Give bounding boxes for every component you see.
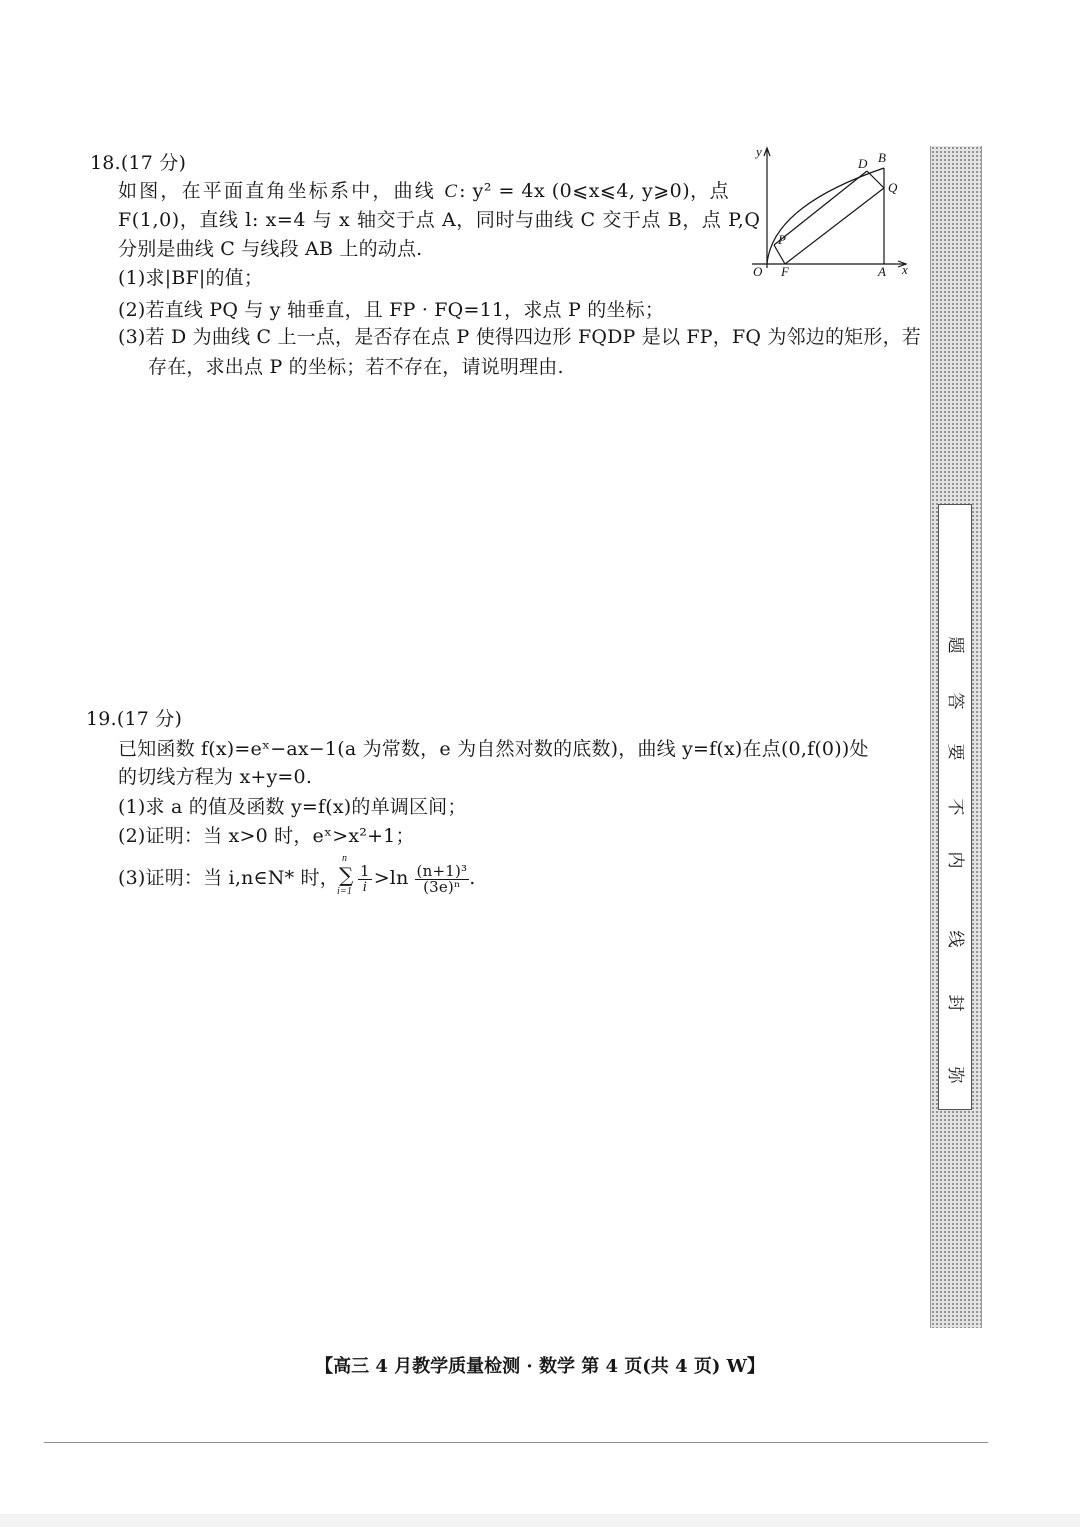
seal-char: 封 bbox=[945, 994, 965, 1012]
q19-number: 19. bbox=[86, 708, 117, 730]
segment-pd bbox=[774, 171, 867, 245]
q18-number: 18. bbox=[90, 152, 121, 174]
ln-frac-num: (n+1)³ bbox=[416, 861, 468, 880]
q19-heading bbox=[86, 706, 182, 732]
relation: >ln bbox=[373, 867, 409, 889]
q19-part1: (1)求 a 的值及函数 y=f(x)的单调区间； bbox=[118, 796, 467, 818]
q18-stem-line2: F(1,0)，直线 l: x=4 与 x 轴交于点 A，同时与曲线 C 交于点 B，点 P,Q bbox=[118, 209, 761, 231]
label-d: D bbox=[858, 156, 868, 171]
q18-curve-eq: : y² = 4x (0⩽x⩽4, y⩾0)，点 bbox=[459, 180, 730, 202]
sigma-icon: ∑ bbox=[338, 863, 354, 887]
curve-c bbox=[767, 168, 884, 264]
seal-char: 弥 bbox=[945, 1066, 965, 1084]
q19-stem-line1: 已知函数 f(x)=eˣ−ax−1(a 为常数，e 为自然对数的底数)，曲线 y=f(x)在点(0,f(0))处 bbox=[118, 738, 869, 760]
sum-term bbox=[358, 861, 372, 895]
seal-char: 线 bbox=[945, 930, 965, 948]
label-y: y bbox=[756, 144, 762, 159]
q18-part3-line1: (3)若 D 为曲线 C 上一点，是否存在点 P 使得四边形 FQDP 是以 FP，FQ 为邻边的矩形，若 bbox=[118, 326, 921, 348]
label-a: A bbox=[878, 264, 886, 279]
label-x: x bbox=[902, 262, 908, 277]
q19-points: (17 分) bbox=[116, 708, 183, 730]
segment-dq bbox=[867, 171, 884, 188]
q19-part3-prefix: (3)证明：当 i,n∈N* 时， bbox=[118, 867, 339, 889]
sum-lower: i=1 bbox=[336, 886, 353, 897]
segment-fp bbox=[774, 245, 785, 264]
label-b: B bbox=[878, 150, 886, 165]
ln-frac-den: (3e)ⁿ bbox=[423, 877, 461, 896]
q19-part2: (2)证明：当 x>0 时，eˣ>x²+1； bbox=[118, 825, 415, 847]
seal-strip bbox=[930, 146, 980, 1328]
label-f: F bbox=[781, 264, 789, 279]
q19-stem-line2: 的切线方程为 x+y=0. bbox=[118, 766, 313, 788]
q19-part3 bbox=[118, 853, 476, 898]
seal-char: 题 bbox=[945, 636, 965, 654]
label-p: P bbox=[778, 232, 786, 247]
label-o: O bbox=[753, 264, 763, 279]
seal-char: 要 bbox=[945, 743, 965, 761]
q18-figure bbox=[740, 140, 920, 285]
q18-part3-line2: 存在，求出点 P 的坐标；若不存在，请说明理由. bbox=[148, 356, 564, 378]
bottom-divider bbox=[44, 1442, 988, 1443]
sum-term-num: 1 bbox=[359, 861, 370, 880]
q18-heading bbox=[90, 150, 186, 176]
q18-stem-line3: 分别是曲线 C 与线段 AB 上的动点. bbox=[118, 238, 423, 260]
q18-curve-name: C bbox=[444, 181, 460, 202]
page-footer: 【高三 4 月教学质量检测 · 数学 第 4 页(共 4 页) W】 bbox=[315, 1356, 765, 1377]
q19-part3-end: . bbox=[469, 867, 476, 889]
q18-part1: (1)求|BF|的值； bbox=[118, 267, 264, 289]
summation bbox=[336, 853, 355, 897]
segment-fq bbox=[785, 188, 884, 264]
ln-fraction bbox=[415, 861, 470, 896]
seal-char: 不 bbox=[945, 798, 965, 816]
seal-text-box bbox=[938, 504, 972, 1110]
label-q: Q bbox=[888, 180, 898, 195]
q18-stem-text: 如图，在平面直角坐标系中，曲线 bbox=[118, 180, 437, 202]
seal-char: 内 bbox=[945, 851, 965, 869]
q18-points: (17 分) bbox=[120, 152, 187, 174]
seal-char: 答 bbox=[945, 692, 965, 710]
sum-term-den: i bbox=[362, 878, 367, 895]
q18-stem-line1 bbox=[118, 178, 729, 205]
q18-part2: (2)若直线 PQ 与 y 轴垂直，且 FP · FQ=11，求点 P 的坐标； bbox=[118, 299, 665, 321]
scan-edge bbox=[0, 1514, 1080, 1527]
sum-upper: n bbox=[341, 853, 348, 864]
